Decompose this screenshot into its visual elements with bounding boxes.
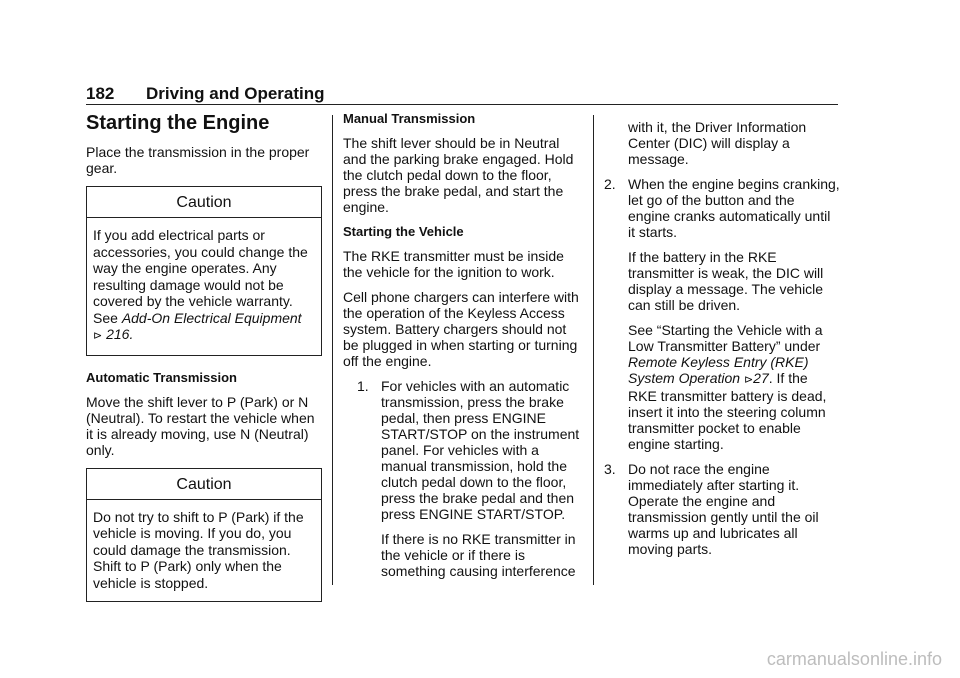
caution-title: Caution [87,469,321,500]
step-see: See “Starting the Vehicle with a Low Transmitter Battery” under Remote Keyless Entry (RKE) System Operation ⊳27. If the RKE transmitter battery is dead, insert it into the steering column transmitter pocket to enable engine starting. [628,322,827,452]
list-item [604,119,840,167]
starting-vehicle-heading: Starting the Vehicle [343,224,464,239]
step-battery: If the battery in the RKE transmitter is weak, the DIC will display a message. The vehicle can still be driven. [628,249,824,313]
manual-transmission-text: The shift lever should be in Neutral and the parking brake engaged. Hold the clutch pedal down to the floor, press the brake pedal, and start the engine. [343,135,574,215]
column-1 [86,111,322,616]
caution-end: . [129,326,134,342]
step-extra: If there is no RKE transmitter in the vehicle or if there is something causing interference [381,531,576,579]
caution-body [87,218,321,355]
list-item [343,378,583,579]
caution-body: Do not try to shift to P (Park) if the vehicle is moving. If you do, you could damage the transmission. Shift to P (Park) only when the vehicle is stopped. [93,508,304,591]
caution-box-park [86,468,322,603]
column-2 [343,111,583,588]
page-title: Starting the Engine [86,112,270,134]
step-text: Do not race the engine immediately after starting it. Operate the engine and transmission gently until the oil warms up and lubricates all moving parts. [628,461,819,557]
header-rule [86,104,838,105]
intro-text: Place the transmission in the proper gear. [86,144,310,176]
page-ref-arrow-icon: ⊳ [743,374,754,386]
steps-list-continued [604,119,840,557]
automatic-transmission-heading: Automatic Transmission [86,369,237,385]
watermark: carmanualsonline.info [766,649,942,669]
manual-transmission-heading: Manual Transmission [343,111,476,126]
caution-reference-link[interactable]: Add-On Electrical Equipment [121,309,302,326]
step-number: 1. [357,378,369,394]
step-content [628,176,840,452]
caution-text: If you add electrical parts or accessories, you could change the way the engine operates. Any resulting damage would not be covered by the vehicle warranty. See [93,227,308,326]
page-header [86,84,325,104]
continued-text: with it, the Driver Information Center (DIC) will display a message. [628,119,807,167]
list-item [604,461,840,557]
rke-page-ref[interactable]: 27 [753,370,769,386]
caution-box-electrical [86,186,322,356]
step-content [628,461,840,557]
step-number: 2. [604,176,616,192]
steps-list [343,378,583,579]
page-ref-arrow-icon: ⊳ [93,330,103,342]
step-content [381,378,583,579]
step-text: When the engine begins cranking, let go of the button and the engine cranks automatically until it starts. [628,176,840,240]
step-text: For vehicles with an automatic transmission, press the brake pedal, then press ENGINE START/STOP on the instrument panel. For vehicles with a manual transmission, hold the clutch pedal down to the floor, press the brake pedal and then press ENGINE START/STOP. [381,378,580,522]
page-number: 182 [86,84,115,103]
rke-reference-link[interactable]: Remote Keyless Entry (RKE) System Operation [628,354,809,386]
column-3 [604,119,840,566]
charger-text: Cell phone chargers can interfere with the operation of the Keyless Access system. Battery chargers should not be plugged in when starting or turning off the engine. [343,289,579,369]
automatic-transmission-text: Move the shift lever to P (Park) or N (Neutral). To restart the vehicle when it is already moving, use N (Neutral) only. [86,393,315,458]
list-item [604,176,840,452]
column-divider-left [332,115,333,585]
section-title: Driving and Operating [146,84,325,103]
rke-text: The RKE transmitter must be inside the vehicle for the ignition to work. [343,248,564,280]
step-number: 3. [604,461,616,477]
step-content [628,119,840,167]
caution-page-ref[interactable]: 216 [106,326,130,342]
column-divider-right [593,115,594,585]
caution-title: Caution [87,187,321,218]
